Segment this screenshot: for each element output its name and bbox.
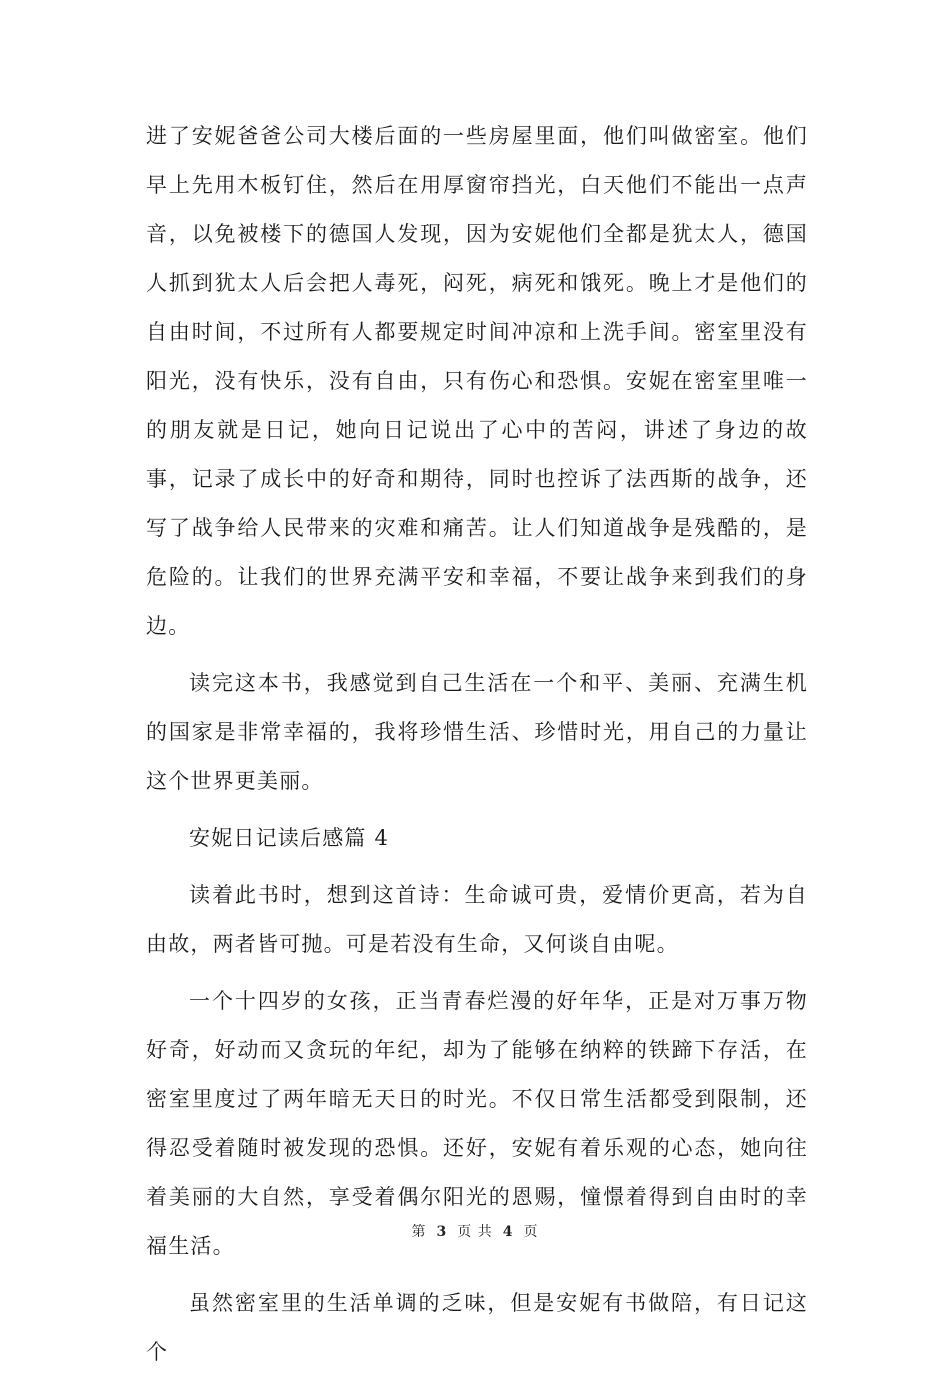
footer-suffix: 页: [523, 1224, 539, 1240]
paragraph-4: 一个十四岁的女孩，正当青春烂漫的好年华，正是对万事万物好奇，好动而又贪玩的年纪，却为了能够在纳粹的铁蹄下存活，在密室里度过了两年暗无天日的时光。不仅日常生活都受到限制，还得忍受着随时被发现的恐惧。还好，安妮有着乐观的心态，她向往着美丽的大自然，享受着偶尔阳光的恩赐，憧憬着得到自由时的幸福生活。: [146, 989, 808, 1258]
document-body: [146, 112, 808, 1377]
footer-middle: 页 共: [457, 1224, 493, 1240]
footer-page-number: 3: [436, 1224, 448, 1240]
footer-total-pages: 4: [502, 1224, 514, 1240]
paragraph-2: 读完这本书，我感觉到自己生活在一个和平、美丽、充满生机的国家是非常幸福的，我将珍惜生活、珍惜时光，用自己的力量让这个世界更美丽。: [146, 671, 808, 793]
footer-prefix: 第: [411, 1224, 427, 1240]
paragraph-5: 虽然密室里的生活单调的乏味，但是安妮有书做陪，有日记这个: [146, 1291, 808, 1364]
section-heading: 安妮日记读后感篇 4: [189, 826, 390, 850]
page-footer: [0, 1221, 950, 1241]
paragraph-1: 进了安妮爸爸公司大楼后面的一些房屋里面，他们叫做密室。他们早上先用木板钉住，然后在用厚窗帘挡光，白天他们不能出一点声音，以免被楼下的德国人发现，因为安妮他们全都是犹太人，德国人抓到犹太人后会把人毒死，闷死，病死和饿死。晚上才是他们的自由时间，不过所有人都要规定时间冲凉和上洗手间。密室里没有阳光，没有快乐，没有自由，只有伤心和恐惧。安妮在密室里唯一的朋友就是日记，她向日记说出了心中的苦闷，讲述了身边的故事，记录了成长中的好奇和期待，同时也控诉了法西斯的战争，还写了战争给人民带来的灾难和痛苦。让人们知道战争是残酷的，是危险的。让我们的世界充满平安和幸福，不要让战争来到我们的身边。: [146, 124, 808, 638]
paragraph-3: 读着此书时，想到这首诗：生命诚可贵，爱情价更高，若为自由故，两者皆可抛。可是若没有生命，又何谈自由呢。: [146, 883, 808, 956]
